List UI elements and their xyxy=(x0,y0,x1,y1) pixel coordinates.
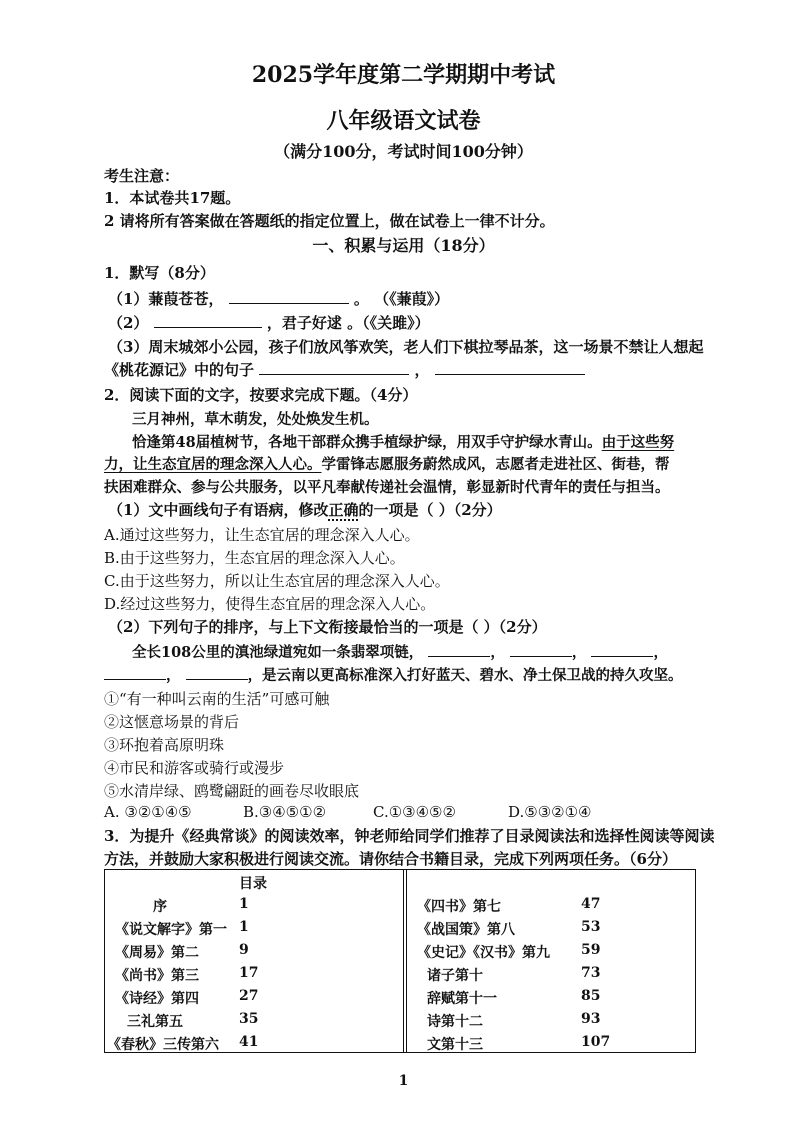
q2-sub1-stem-emphasis: 正确 xyxy=(328,501,359,519)
toc-left-page-5: 27 xyxy=(239,988,259,1004)
q2-underlined-sentence-start: 由于这些努 xyxy=(601,434,675,451)
q2-option-b[interactable]: B.由于这些努力，生态宜居的理念深入人心。 xyxy=(104,549,405,567)
q2-sub2-sep-1: ， xyxy=(490,644,505,661)
q2-passage-line2 xyxy=(132,431,674,452)
q2-sub2-blank-2[interactable] xyxy=(510,642,572,657)
q1-part-2-prefix: （2） xyxy=(108,314,149,332)
exam-score-time-note: （满分100分，考试时间100分钟） xyxy=(274,142,533,161)
table-of-contents xyxy=(104,869,696,1053)
toc-left-title-6: 三礼第五 xyxy=(127,1014,183,1030)
q2-option-d[interactable]: D.经过这些努力，使得生态宜居的理念深入人心。 xyxy=(104,595,436,613)
q1-stem: 1．默写（8分） xyxy=(104,264,215,282)
q2-sub2-blank-5[interactable] xyxy=(186,665,248,680)
toc-left-page-4: 17 xyxy=(239,965,259,981)
q2-passage-line1: 三月神州，草木萌发，处处焕发生机。 xyxy=(132,411,379,428)
q2-sentence-3: ③环抱着高原明珠 xyxy=(104,736,225,754)
q2-sub2-blank-4[interactable] xyxy=(104,665,166,680)
q1-part-2-answer-blank[interactable] xyxy=(154,313,262,328)
q1-part-1-suffix: 。 （《蒹葭》） xyxy=(353,290,450,308)
q2-option-a[interactable]: A.通过这些努力，让生态宜居的理念深入人心。 xyxy=(104,526,420,544)
q2-passage-line3 xyxy=(104,453,670,474)
q2-sub2-blank-1[interactable] xyxy=(428,642,490,657)
toc-left-page-1: 1 xyxy=(239,896,249,912)
toc-right-title-2: 《战国策》第八 xyxy=(417,922,515,938)
toc-right-title-6: 诗第十二 xyxy=(427,1014,483,1030)
q1-part-1 xyxy=(108,288,449,309)
toc-left-title-2: 《说文解字》第一 xyxy=(115,922,227,938)
q2-sub1-stem-b: 的一项是（ ）（2分） xyxy=(358,501,502,519)
toc-left-page-6: 35 xyxy=(239,1011,259,1027)
q3-stem-line2: 方法，并鼓励大家积极进行阅读交流。请你结合书籍目录，完成下列两项任务。（6分） xyxy=(104,850,677,868)
q2-choice-a[interactable]: A. ③②①④⑤ xyxy=(104,803,192,821)
q2-passage-line4: 扶困难群众、参与公共服务，以平凡奉献传递社会温情，彰显新时代青年的责任与担当。 xyxy=(104,479,670,496)
q1-part-3-line2 xyxy=(104,359,585,380)
toc-right-page-2: 53 xyxy=(581,919,601,935)
q1-part-3-line1: （3）周末城郊小公园，孩子们放风筝欢笑，老人们下棋拉琴品茶，这一场景不禁让人想起 xyxy=(108,338,704,356)
toc-left-title-3: 《周易》第二 xyxy=(115,945,199,961)
q1-part-3-separator: ， xyxy=(414,361,430,379)
q2-choice-d[interactable]: D.⑤③②①④ xyxy=(508,803,592,821)
q2-sub2-sep-2: ， xyxy=(571,644,587,661)
q1-part-3-blank-2[interactable] xyxy=(435,360,585,375)
toc-right-page-7: 107 xyxy=(581,1034,611,1050)
q3-stem-line1: 3．为提升《经典常谈》的阅读效率，钟老师给同学们推荐了目录阅读法和选择性阅读等阅读 xyxy=(104,827,715,845)
q1-part-1-answer-blank[interactable] xyxy=(229,289,349,304)
q2-sub2-stem: （2）下列句子的排序，与上下文衔接最恰当的一项是（ ）（2分） xyxy=(108,618,547,636)
toc-right-page-4: 73 xyxy=(581,965,601,981)
q2-sub2-text-1: 全长108公里的滇池绿道宛如一条翡翠项链， xyxy=(132,644,424,661)
toc-right-title-1: 《四书》第七 xyxy=(417,899,501,915)
toc-right-title-3: 《史记》《汉书》第九 xyxy=(417,945,550,961)
q1-part-2-suffix: ，君子好逑 。（《关雎》） xyxy=(266,314,430,332)
q2-option-c[interactable]: C.由于这些努力，所以让生态宜居的理念深入人心。 xyxy=(104,572,450,590)
q2-sub2-sep-3: ， xyxy=(653,644,668,661)
notice-heading: 考生注意： xyxy=(104,167,180,185)
toc-right-title-5: 辞赋第十一 xyxy=(427,991,497,1007)
q2-sub2-line1 xyxy=(132,641,668,662)
q2-choice-c[interactable]: C.①③④⑤② xyxy=(373,803,456,821)
toc-left-title-7: 《春秋》三传第六 xyxy=(107,1037,219,1053)
q2-sub2-blank-3[interactable] xyxy=(591,642,653,657)
q2-choice-b[interactable]: B.③④⑤①② xyxy=(243,803,327,821)
toc-right-title-4: 诸子第十 xyxy=(427,968,483,984)
page-number: 1 xyxy=(398,1073,409,1089)
q2-sentence-2: ②这惬意场景的背后 xyxy=(104,713,240,731)
q1-part-3-prefix: 《桃花源记》中的句子 xyxy=(104,361,255,379)
q2-sentence-4: ④市民和游客或骑行或漫步 xyxy=(104,759,285,777)
toc-right-title-7: 文第十三 xyxy=(427,1037,483,1053)
toc-right-page-6: 93 xyxy=(581,1011,601,1027)
toc-divider xyxy=(403,870,407,1052)
toc-right-page-1: 47 xyxy=(581,896,601,912)
notice-item-1: 1．本试卷共17题。 xyxy=(104,189,241,207)
toc-right-page-3: 59 xyxy=(581,942,601,958)
q1-part-3-blank-1[interactable] xyxy=(259,360,409,375)
toc-left-title-1: 序 xyxy=(153,899,167,915)
q2-stem: 2．阅读下面的文字，按要求完成下题。（4分） xyxy=(104,386,418,404)
section-1-title: 一、积累与运用（18分） xyxy=(312,236,495,255)
toc-right-page-5: 85 xyxy=(581,988,601,1004)
q2-sub1-stem xyxy=(108,499,502,520)
q2-sub1-stem-a: （1）文中画线句子有语病，修改 xyxy=(108,501,329,519)
toc-left-title-5: 《诗经》第四 xyxy=(115,991,199,1007)
toc-left-page-3: 9 xyxy=(239,942,249,958)
exam-title: 2025学年度第二学期期中考试 xyxy=(251,62,556,88)
q2-sub2-line2 xyxy=(104,664,683,685)
q2-sub2-text-2: ，是云南以更高标准深入打好蓝天、碧水、净土保卫战的持久攻坚。 xyxy=(247,667,683,684)
toc-heading: 目录 xyxy=(239,876,267,892)
q1-part-2 xyxy=(108,312,430,333)
notice-item-2: 2 请将所有答案做在答题纸的指定位置上，做在试卷上一律不计分。 xyxy=(104,212,555,230)
toc-left-page-7: 41 xyxy=(239,1034,259,1050)
q2-passage-text-a: 恰逢第48届植树节，各地干部群众携手植绿护绿，用双手守护绿水青山。 xyxy=(132,434,602,451)
q2-underlined-sentence-end: 力，让生态宜居的理念深入人心。 xyxy=(104,456,322,473)
q2-sentence-1: ①“有一种叫云南的生活”可感可触 xyxy=(104,690,330,708)
q2-passage-text-b: 学雷锋志愿服务蔚然成风，志愿者走进社区、街巷，帮 xyxy=(321,456,670,473)
q2-sub2-sep-4: ， xyxy=(166,667,181,684)
toc-left-page-2: 1 xyxy=(239,919,249,935)
q1-part-1-prefix: （1）蒹葭苍苍， xyxy=(108,290,224,308)
toc-left-title-4: 《尚书》第三 xyxy=(115,968,199,984)
q2-sentence-5: ⑤水清岸绿、鸥鹭翩跹的画卷尽收眼底 xyxy=(104,782,360,800)
exam-subtitle: 八年级语文试卷 xyxy=(326,108,481,134)
